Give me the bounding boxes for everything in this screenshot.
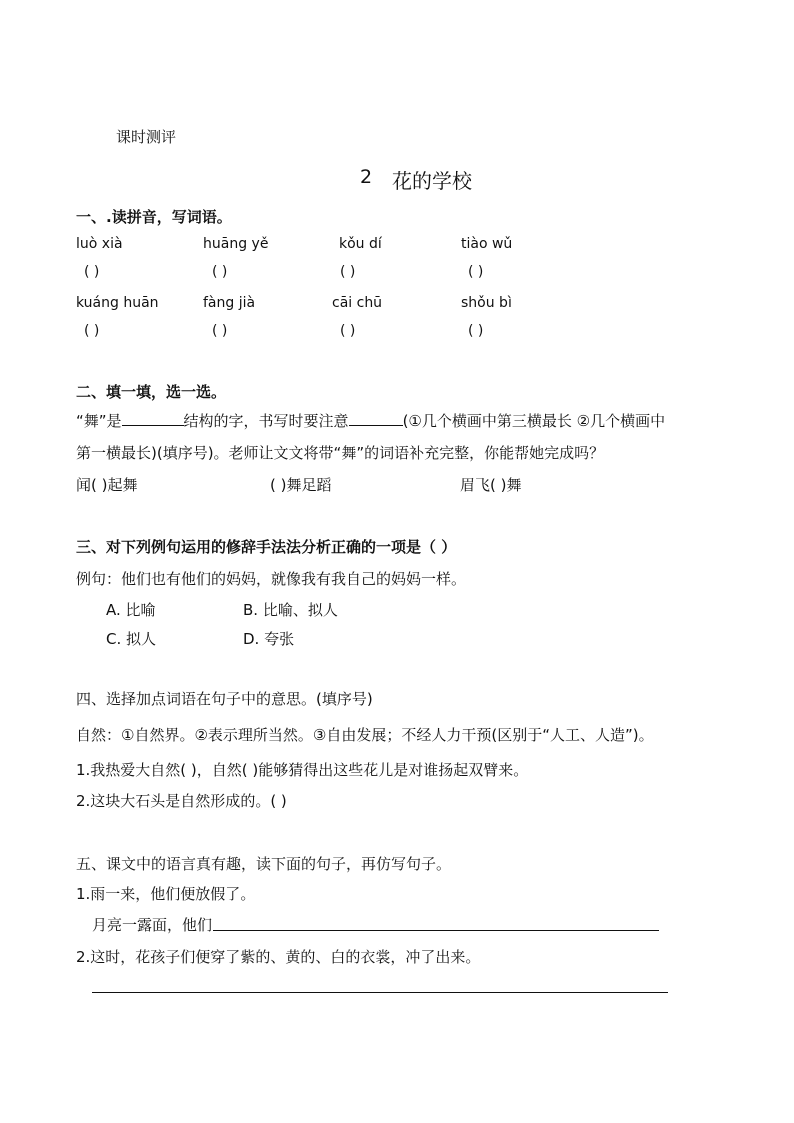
lesson-number: 2 <box>360 166 373 188</box>
question-4-2[interactable]: 2.这块大石头是自然形成的。( ) <box>76 792 287 810</box>
pinyin-item: luò xià <box>76 236 123 252</box>
header-label: 课时测评 <box>116 128 177 146</box>
question-5-1: 1.雨一来，他们便放假了。 <box>76 885 256 903</box>
fill-item-3[interactable]: 眉飞( )舞 <box>460 476 522 494</box>
text: (①几个横画中第三横最长 ②几个横画中 <box>402 412 666 430</box>
imitation-answer-line-2[interactable] <box>92 992 668 993</box>
answer-blank[interactable]: ( ) <box>84 323 100 339</box>
section-2-title: 二、填一填，选一选。 <box>76 383 227 401</box>
imitation-prompt: 月亮一露面，他们 <box>92 916 213 934</box>
option-b[interactable]: B. 比喻、拟人 <box>243 601 338 619</box>
option-c[interactable]: C. 拟人 <box>106 630 157 648</box>
question-5-2: 2.这时，花孩子们便穿了紫的、黄的、白的衣裳，冲了出来。 <box>76 948 481 966</box>
pinyin-item: kuáng huān <box>76 295 159 311</box>
structure-blank[interactable] <box>122 411 184 426</box>
answer-blank[interactable]: ( ) <box>468 264 484 280</box>
pinyin-item: tiào wǔ <box>461 236 513 252</box>
definition: 自然：①自然界。②表示理所当然。③自由发展；不经人力干预(区别于“人工、人造”)。 <box>76 726 654 744</box>
text: “舞”是 <box>76 412 122 430</box>
section-4-title: 四、选择加点词语在句子中的意思。(填序号) <box>76 690 373 708</box>
pinyin-item: cāi chū <box>332 295 383 311</box>
question-4-1[interactable]: 1.我热爱大自然( )，自然( )能够猜得出这些花儿是对谁扬起双臂来。 <box>76 761 529 779</box>
text: 结构的字，书写时要注意 <box>183 412 349 430</box>
section-1-title: 一、.读拼音，写词语。 <box>76 208 232 226</box>
section-2-line-2: 第一横最长)(填序号)。老师让文文将带“舞”的词语补充完整，你能帮她完成吗？ <box>76 444 605 462</box>
pinyin-item: fàng jià <box>203 295 256 311</box>
section-2-line-1 <box>76 410 665 431</box>
answer-blank[interactable]: ( ) <box>212 323 228 339</box>
page-title: 花的学校 <box>392 169 472 193</box>
option-a[interactable]: A. 比喻 <box>106 601 156 619</box>
answer-blank[interactable]: ( ) <box>84 264 100 280</box>
section-3-title: 三、对下列例句运用的修辞手法法分析正确的一项是（ ） <box>76 538 457 556</box>
pinyin-item: kǒu dí <box>339 236 382 252</box>
fill-item-2[interactable]: ( )舞足蹈 <box>270 476 332 494</box>
section-5-title: 五、课文中的语言真有趣，读下面的句子，再仿写句子。 <box>76 855 452 873</box>
pinyin-item: shǒu bì <box>461 295 512 311</box>
answer-blank[interactable]: ( ) <box>340 264 356 280</box>
pinyin-item: huāng yě <box>203 236 269 252</box>
answer-blank[interactable]: ( ) <box>212 264 228 280</box>
option-d[interactable]: D. 夸张 <box>243 630 295 648</box>
imitation-answer-line[interactable] <box>213 930 659 931</box>
answer-blank[interactable]: ( ) <box>340 323 356 339</box>
answer-blank[interactable]: ( ) <box>468 323 484 339</box>
order-blank[interactable] <box>349 411 403 426</box>
example-sentence: 例句：他们也有他们的妈妈，就像我有我自己的妈妈一样。 <box>76 570 467 588</box>
fill-item-1[interactable]: 闻( )起舞 <box>76 476 138 494</box>
